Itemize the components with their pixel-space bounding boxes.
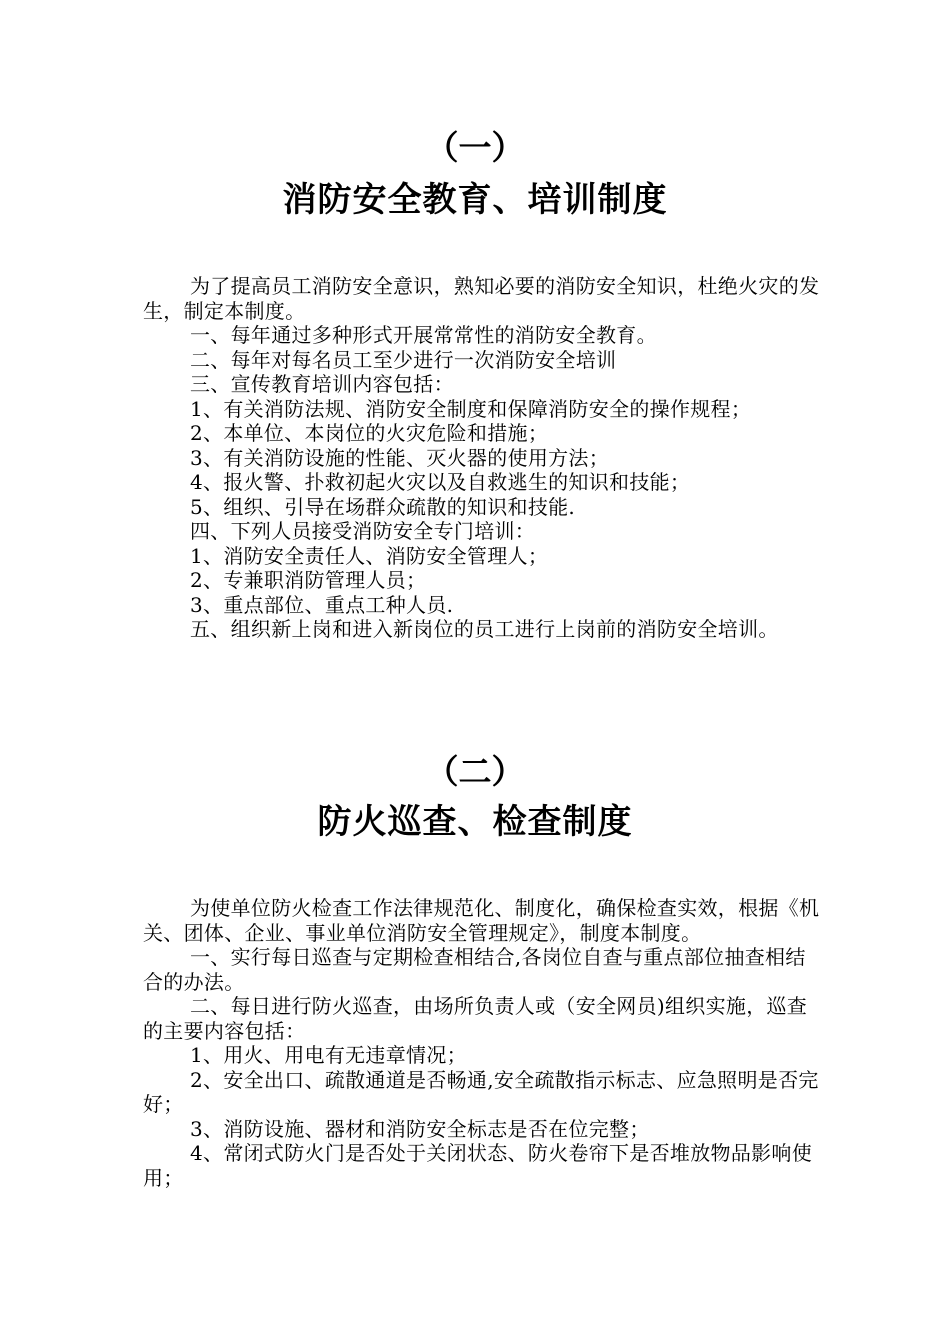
section-1-body: [143, 274, 823, 642]
section-2-body: [143, 896, 823, 1190]
paragraph: 二、每年对每名员工至少进行一次消防安全培训: [190, 347, 617, 372]
paragraph: 3、重点部位、重点工种人员.: [190, 592, 454, 617]
section-2-title: 防火巡查、检查制度: [317, 802, 633, 842]
paragraph: 三、宣传教育培训内容包括：: [190, 372, 454, 396]
paragraph: 3、有关消防设施的性能、灭火器的使用方法；: [190, 445, 610, 470]
section-1-number: （一）: [425, 128, 525, 167]
paragraph: 1、用火、用电有无违章情况；: [190, 1043, 467, 1067]
paragraph: 五、组织新上岗和进入新岗位的员工进行上岗前的消防安全培训。: [190, 617, 779, 641]
section-2-number: （二）: [425, 752, 525, 791]
paragraph: 4、报火警、扑救初起火灾以及自救逃生的知识和技能；: [190, 470, 691, 494]
paragraph: 四、下列人员接受消防安全专门培训：: [190, 519, 536, 543]
paragraph: 一、每年通过多种形式开展常常性的消防安全教育。: [190, 323, 657, 347]
paragraph: 为了提高员工消防安全意识，熟知必要的消防安全知识，杜绝火灾的发生，制定本制度。: [143, 274, 820, 323]
paragraph: 为使单位防火检查工作法律规范化、制度化，确保检查实效，根据《机关、团体、企业、事业单位消防安全管理规定》，制度本制度。: [143, 896, 820, 945]
paragraph: 3、消防设施、器材和消防安全标志是否在位完整；: [190, 1116, 650, 1141]
paragraph: 二、每日进行防火巡查，由场所负责人或（安全网员)组织实施，巡查的主要内容包括：: [143, 994, 808, 1043]
paragraph: 2、专兼职消防管理人员；: [190, 568, 427, 592]
paragraph: 4、常闭式防火门是否处于关闭状态、防火卷帘下是否堆放物品影响使用；: [143, 1141, 813, 1190]
paragraph: 5、组织、引导在场群众疏散的知识和技能.: [190, 494, 576, 519]
paragraph: 1、消防安全责任人、消防安全管理人；: [190, 543, 549, 568]
paragraph: 2、本单位、本岗位的火灾危险和措施；: [190, 421, 549, 445]
paragraph: 一、实行每日巡查与定期检查相结合,各岗位自查与重点部位抽查相结合的办法。: [143, 945, 806, 994]
section-1-title: 消防安全教育、培训制度: [282, 180, 668, 220]
paragraph: 2、安全出口、疏散通道是否畅通,安全疏散指示标志、应急照明是否完好；: [143, 1067, 819, 1116]
paragraph: 1、有关消防法规、消防安全制度和保障消防安全的操作规程；: [190, 396, 752, 421]
